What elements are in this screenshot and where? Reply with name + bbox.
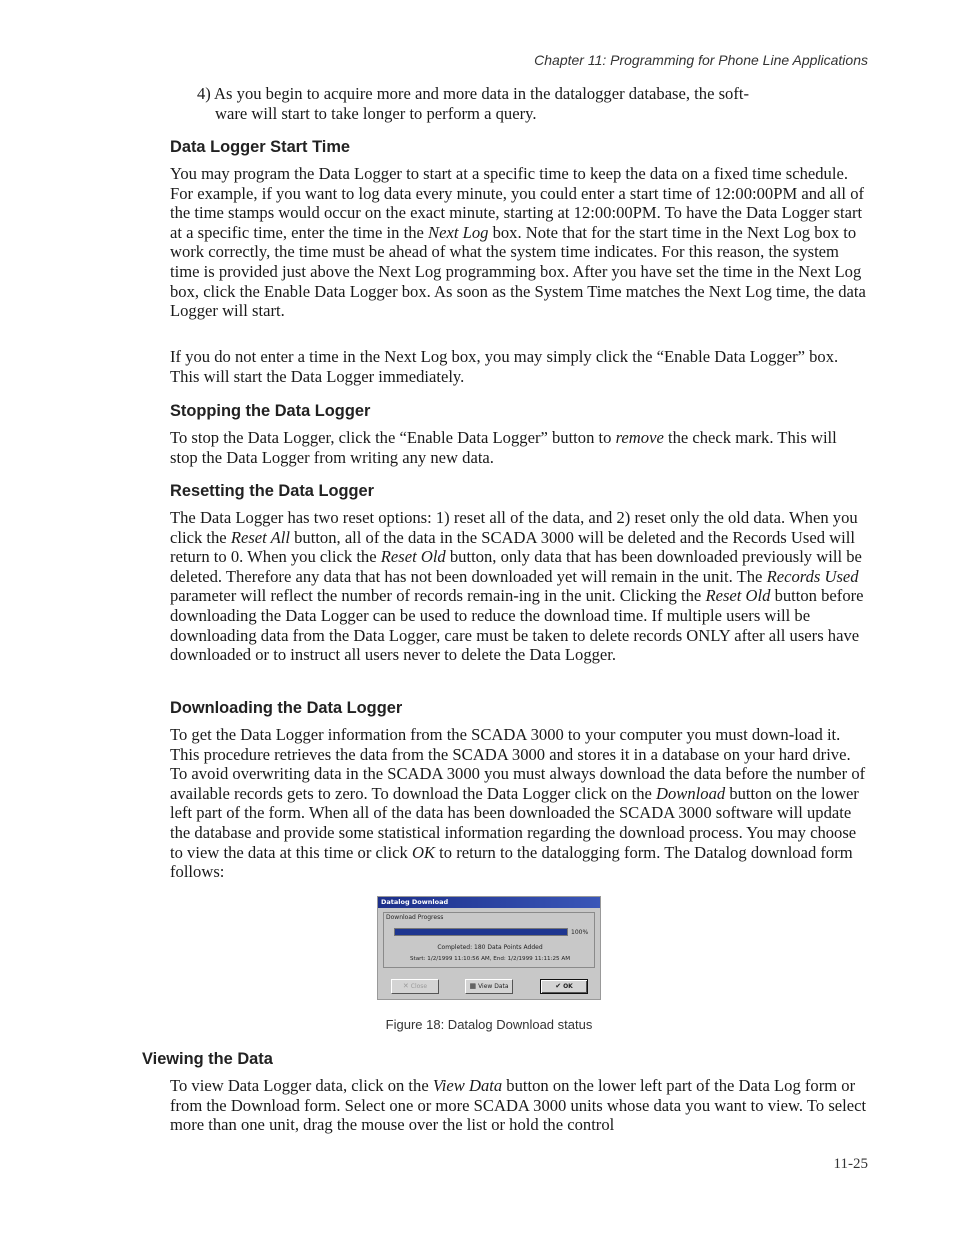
list-item-4 (197, 84, 827, 123)
paragraph-start-time-2: If you do not enter a time in the Next Log box, you may simply click the “Enable Data Logger” box. This will start the Data Logger immediately. (170, 347, 839, 386)
heading-start-time: Data Logger Start Time (170, 138, 351, 156)
list-item-4-line2: ware will start to take longer to perform a query. (215, 103, 537, 123)
running-header: Chapter 11: Programming for Phone Line Applications (534, 52, 868, 68)
download-completed-text: Completed: 180 Data Points Added (437, 944, 543, 951)
paragraph-downloading: To get the Data Logger information from the SCADA 3000 to your computer you must down-load it. This procedure retrieves the data from the SCADA 3000 and stores it in a database on your hard drive. To avoid overwriting data in the SCADA 3000 you must always download the data before the number of available records gets to zero. To download the Data Logger click on the Download button on the lower left part of the form. When all of the data has been downloaded the SCADA 3000 software will update the database and provide some statistical information regarding the download process. You may choose to view the data at this time or click OK to return to the datalogging form. The Datalog download form follows: (170, 725, 866, 882)
heading-downloading: Downloading the Data Logger (170, 699, 403, 717)
heading-stopping: Stopping the Data Logger (170, 402, 371, 420)
download-progress-percent: 100% (571, 929, 589, 936)
figure-caption: Figure 18: Datalog Download status (385, 1017, 593, 1032)
page-number: 11-25 (833, 1156, 868, 1172)
paragraph-resetting: The Data Logger has two reset options: 1) reset all of the data, and 2) reset only the old data. When you click the Reset All button, all of the data in the SCADA 3000 will be deleted and the Records Used will return to 0. When you click the Reset Old button, only data that has been downloaded previously will be deleted. Therefore any data that has not been downloaded yet will remain in the unit. The Records Used parameter will reflect the number of records remain-ing in the unit. Clicking the Reset Old button before downloading the Data Logger can be used to reduce the download time. If multiple users will be downloading data from the Data Logger, care must be taken to delete records ONLY after all users have downloaded or to instruct all users never to delete the Data Logger. (170, 508, 864, 665)
checkmark-icon: ✔ (555, 982, 562, 990)
download-progress-label: Download Progress (386, 914, 444, 921)
close-icon: ✕ (402, 982, 409, 990)
close-button[interactable]: ✕ Close (391, 979, 439, 994)
list-item-4-line1: 4) As you begin to acquire more and more data in the datalogger database, the soft- (197, 84, 750, 103)
download-progress-fill (395, 929, 567, 935)
download-range-text: Start: 1/2/1999 11:10:56 AM, End: 1/2/1999 11:11:25 AM (409, 956, 571, 962)
paragraph-viewing: To view Data Logger data, click on the View Data button on the lower left part of the Data Log form or from the Download form. Select one or more SCADA 3000 units whose data you want to view. To select more than one unit, drag the mouse over the list or hold the control (170, 1076, 867, 1135)
ok-button[interactable]: ✔ OK (540, 979, 588, 994)
download-progress-bar (394, 928, 568, 936)
table-icon: ▦ (469, 982, 477, 990)
heading-viewing: Viewing the Data (142, 1050, 273, 1068)
view-data-button[interactable]: ▦ View Data (465, 979, 513, 994)
dialog-title-bar: Datalog Download (378, 897, 600, 908)
datalog-download-dialog (377, 896, 601, 1000)
heading-resetting: Resetting the Data Logger (170, 482, 374, 500)
paragraph-start-time-1: You may program the Data Logger to start at a specific time to keep the data on a fixed time schedule. For example, if you want to log data every minute, you could enter a start time of 12:00:00PM and all of the time stamps would occur on the exact minute, starting at 12:00:00PM. To have the Data Logger start at a specific time, enter the time in the Next Log box. Note that for the start time in the Next Log box to work correctly, the time must be ahead of what the system time indicates. For this reason, the system time is provided just above the Next Log programming box. After you have set the time in the Next Log box, click the Enable Data Logger box. As soon as the System Time matches the Next Log time, the data Logger will start. (170, 164, 866, 321)
paragraph-stopping: To stop the Data Logger, click the “Enable Data Logger” button to remove the check mark. This will stop the Data Logger from writing any new data. (170, 428, 837, 467)
